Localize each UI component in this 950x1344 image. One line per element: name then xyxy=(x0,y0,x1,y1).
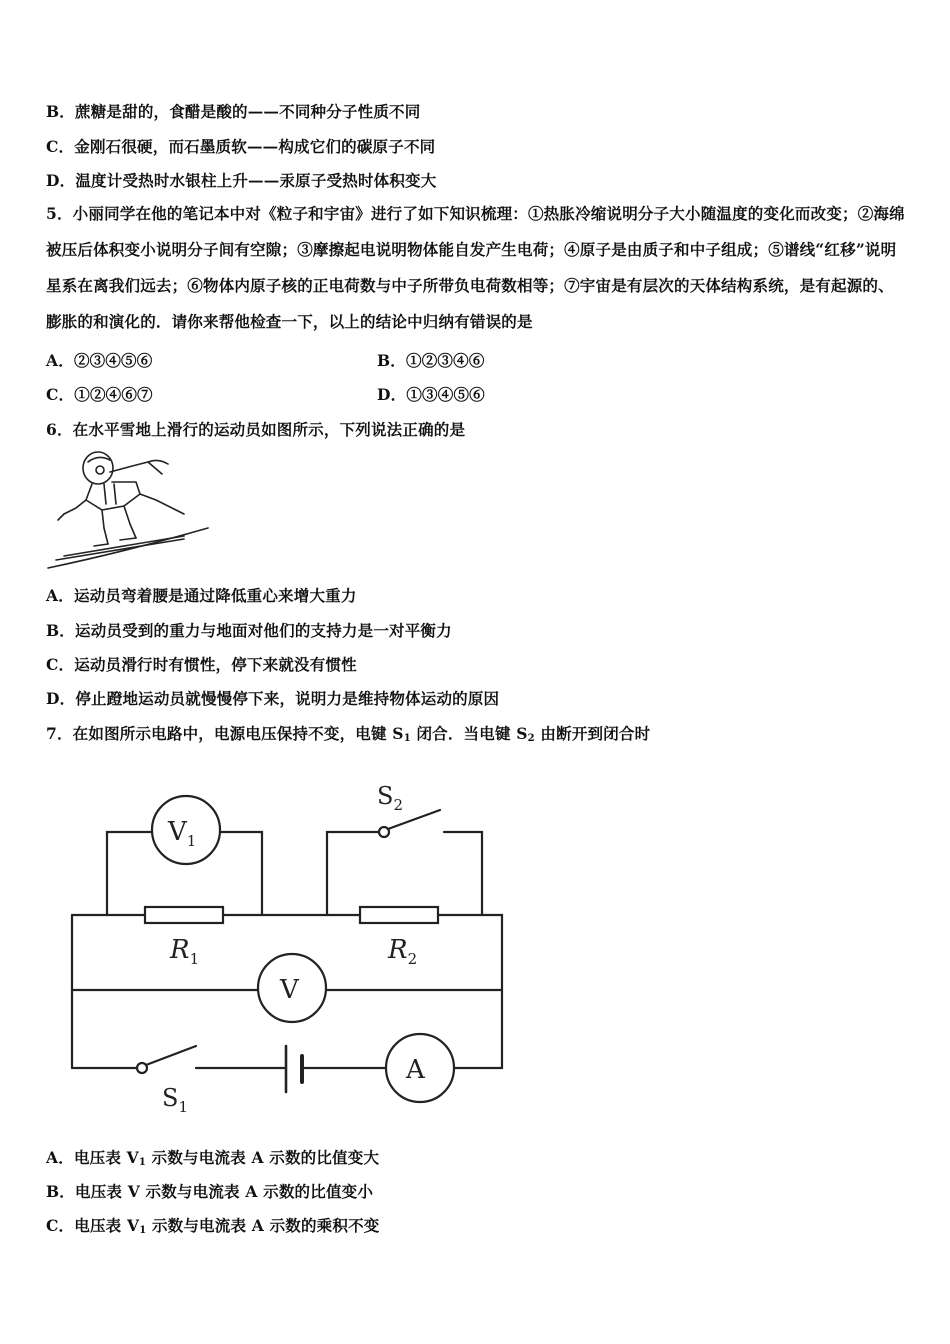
label-r2: $R_2$ xyxy=(388,935,418,968)
q4-option-c: C．金刚石很硬，而石墨质软——构成它们的碳原子不同 xyxy=(46,137,436,156)
q6-option-b: B．运动员受到的重力与地面对他们的支持力是一对平衡力 xyxy=(46,621,452,640)
q5-option-c: C．①②④⑥⑦ xyxy=(46,385,153,404)
q6-stem: 6．在水平雪地上滑行的运动员如图所示，下列说法正确的是 xyxy=(46,420,466,439)
q5-option-d: D．①③④⑤⑥ xyxy=(377,385,485,404)
switch-s1-blade xyxy=(146,1046,196,1065)
resistor-r2 xyxy=(360,907,438,923)
q5-option-b: B．①②③④⑥ xyxy=(377,351,485,370)
q5-stem: 5．小丽同学在他的笔记本中对《粒子和宇宙》进行了如下知识梳理：①热胀冷缩说明分子大小随温度的变化而改变；②海绵被压后体积变小说明分子间有空隙；③摩擦起电说明物体能自发产生电荷；④原子是由质子和中子组成；⑤谱线“红移”说明星系在离我们远去；⑥物体内原子核的正电荷数与中子所带负电荷数相等；⑦宇宙是有层次的天体结构系统，是有起源的、膨胀的和演化的．请你来帮他检查一下，以上的结论中归纳有错误的是 xyxy=(46,204,905,331)
q6-option-a: A．运动员弯着腰是通过降低重心来增大重力 xyxy=(46,586,357,605)
q6-option-c: C．运动员滑行时有惯性，停下来就没有惯性 xyxy=(46,655,357,674)
q7-stem: 7．在如图所示电路中，电源电压保持不变，电键 $S_1$ 闭合．当电键 $S_2$ 由断开到闭合时 xyxy=(46,724,651,744)
q4-option-b: B．蔗糖是甜的，食醋是酸的——不同种分子性质不同 xyxy=(46,102,421,121)
label-s1: $S_1$ xyxy=(162,1084,188,1116)
label-v: V xyxy=(280,975,299,1005)
q5-option-a: A．②③④⑤⑥ xyxy=(46,351,153,370)
q7-option-b: B．电压表 V 示数与电流表 A 示数的比值变小 xyxy=(46,1182,374,1201)
label-s2: $S_2$ xyxy=(377,782,403,814)
label-a: A xyxy=(406,1055,425,1085)
label-v1: $V_1$ xyxy=(168,817,197,850)
q6-option-d: D．停止蹬地运动员就慢慢停下来，说明力是维持物体运动的原因 xyxy=(46,689,500,708)
q4-option-d: D．温度计受热时水银柱上升——汞原子受热时体积变大 xyxy=(46,171,437,190)
label-r1: $R_1$ xyxy=(170,935,200,968)
resistor-r1 xyxy=(145,907,223,923)
q7-option-a: A．电压表 $V_1$ 示数与电流表 A 示数的比值变大 xyxy=(46,1148,380,1168)
q7-option-c: C．电压表 $V_1$ 示数与电流表 A 示数的乘积不变 xyxy=(46,1216,380,1236)
